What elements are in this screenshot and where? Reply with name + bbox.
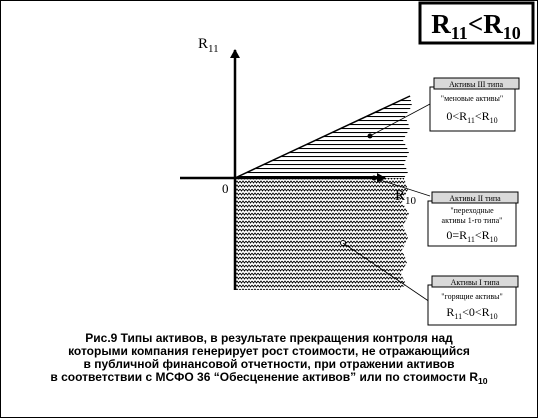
header-op: < (467, 9, 484, 39)
legend-formula-type-iii: $0<R_{11}<R_{10}$ (446, 109, 498, 125)
header-r11-sub: 11 (450, 23, 468, 43)
legend-desc-type-ii-line1: "переходные (450, 206, 494, 215)
legend-type-iii (430, 78, 519, 131)
legend-title-type-i: Активы I типа (450, 278, 500, 287)
legend-desc-type-i: "горящие активы" (441, 292, 503, 301)
legend-title-type-ii: Активы II типа (449, 194, 501, 203)
region-type-i (235, 178, 409, 290)
x-axis-label: $R_{10}$ (395, 188, 417, 207)
header-r11-base: R (431, 9, 451, 39)
legend-formula-type-i: $R_{11}<0<R_{10}$ (446, 305, 498, 321)
caption-line-4: в соответствии с МСФО 36 “Обесценение активов” или по стоимости $R_{10}$ (50, 370, 488, 387)
legend-desc-type-iii: "меновые активы" (440, 94, 504, 103)
origin-label: 0 (222, 181, 229, 196)
caption-line-3: в публичной финансовой отчетности, при отражении активов (83, 357, 455, 371)
caption-line-2: которыми компания генерирует рост стоимости, не отражающийся (68, 344, 470, 358)
y-axis-label: $R_{11}$ (198, 36, 219, 55)
header-r10-sub: 10 (502, 23, 521, 43)
figure-caption (20, 332, 518, 388)
header-box (420, 3, 533, 43)
legend-title-type-iii: Активы III типа (448, 80, 504, 89)
legend-desc-type-ii-line2: активы 1-го типа" (441, 216, 503, 225)
legend-formula-type-ii: $0=R_{11}<R_{10}$ (446, 228, 498, 244)
legend-type-i (428, 276, 518, 325)
caption-last-sub: 10 (478, 376, 488, 387)
caption-line-1: Рис.9 Типы активов, в результате прекращения контроля над (85, 331, 453, 345)
header-r10-base: R (483, 9, 503, 39)
legend-type-ii (428, 192, 518, 246)
